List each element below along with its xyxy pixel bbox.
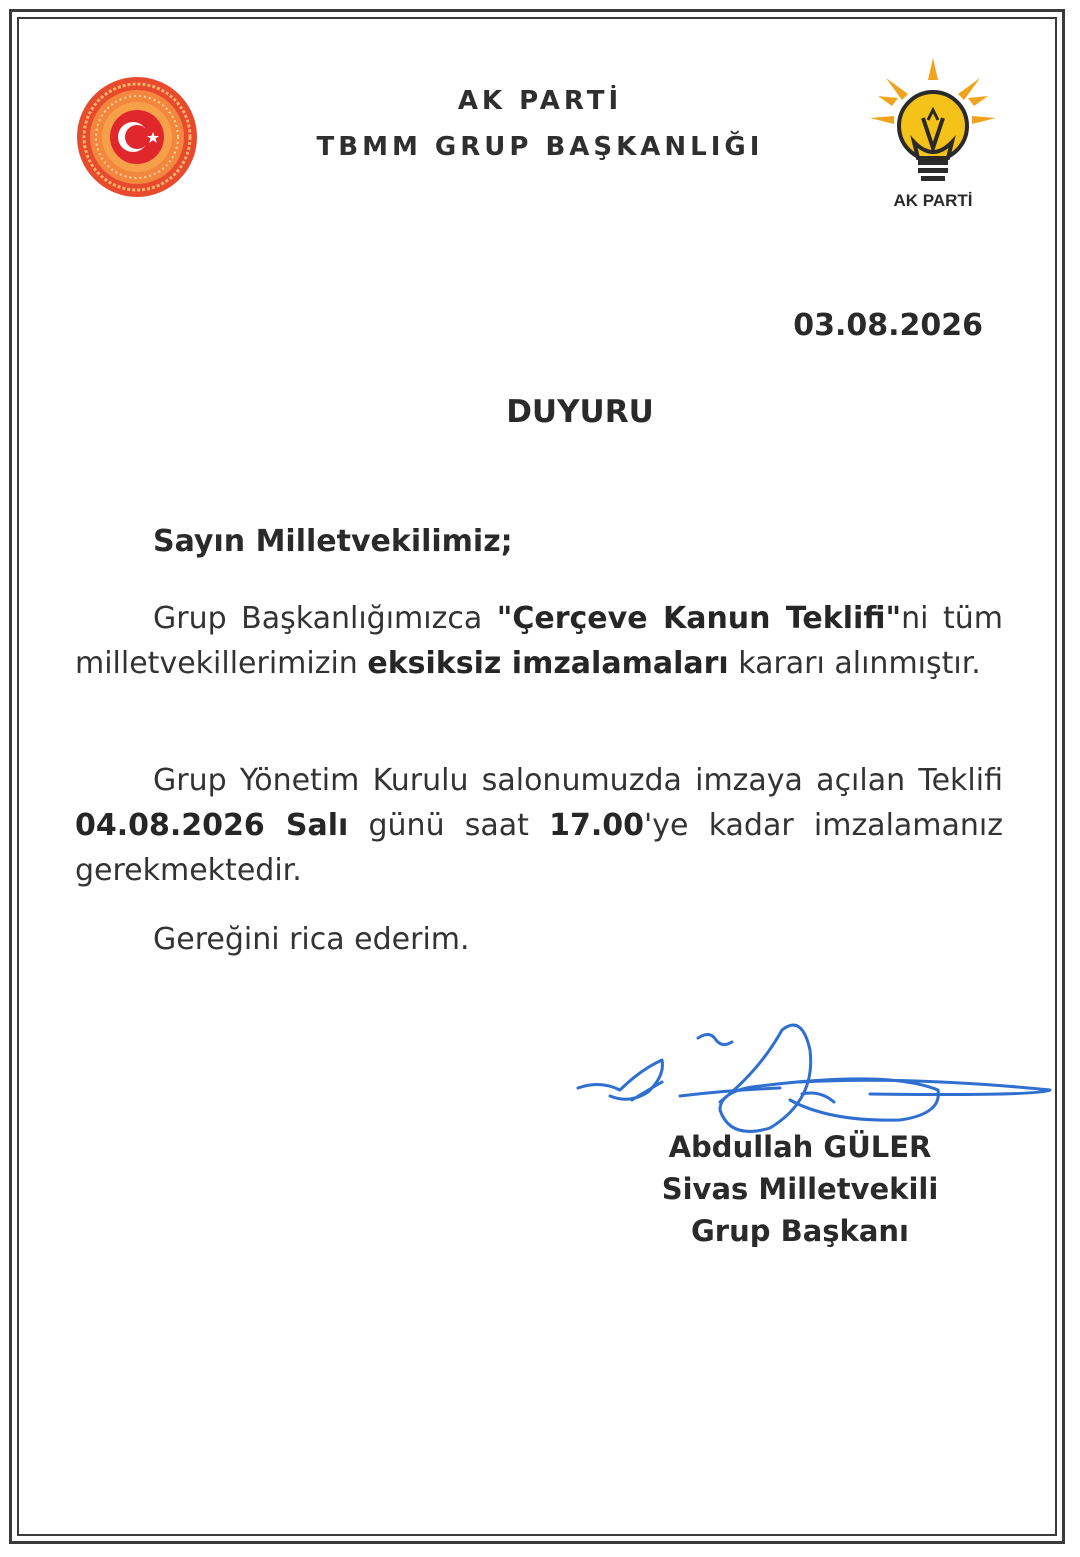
p2-text-1: Grup Yönetim Kurulu salonumuzda imzaya açılan Teklifi [153,763,1003,798]
p2-bold-2: 17.00 [549,808,645,843]
p2-text-3: 'ye kadar imzalamanız gerekmektedir. [75,808,1003,888]
closing-line: Gereğini rica ederim. [153,922,470,957]
p1-text-3: kararı alınmıştır. [728,646,981,681]
p1-text-2: ni tüm milletvekillerimizin [75,601,1003,681]
p2-bold-1: 04.08.2026 Salı [75,808,349,843]
signatory-role-2: Grup Başkanı [691,1214,909,1248]
salutation: Sayın Milletvekilimiz; [153,524,513,559]
header-party-name: AK PARTİ [457,86,623,116]
signatory-block [600,1126,1000,1252]
svg-text:AK PARTİ: AK PARTİ [893,191,973,210]
document-date: 03.08.2026 [793,308,983,343]
signatory-role-1: Sivas Milletvekili [661,1172,939,1206]
paragraph-2 [75,758,1003,893]
signatory-name: Abdullah GÜLER [668,1130,932,1164]
p1-bold-2: eksiksiz imzalamaları [367,646,729,681]
header-office-name: TBMM GRUP BAŞKANLIĞI [316,132,764,162]
document-title: DUYURU [506,394,654,430]
p1-bold-1: "Çerçeve Kanun Teklifi" [496,601,902,636]
paragraph-1 [75,596,1003,686]
p1-text-1: Grup Başkanlığımızca [153,601,497,636]
p2-text-2: günü saat [348,808,550,843]
